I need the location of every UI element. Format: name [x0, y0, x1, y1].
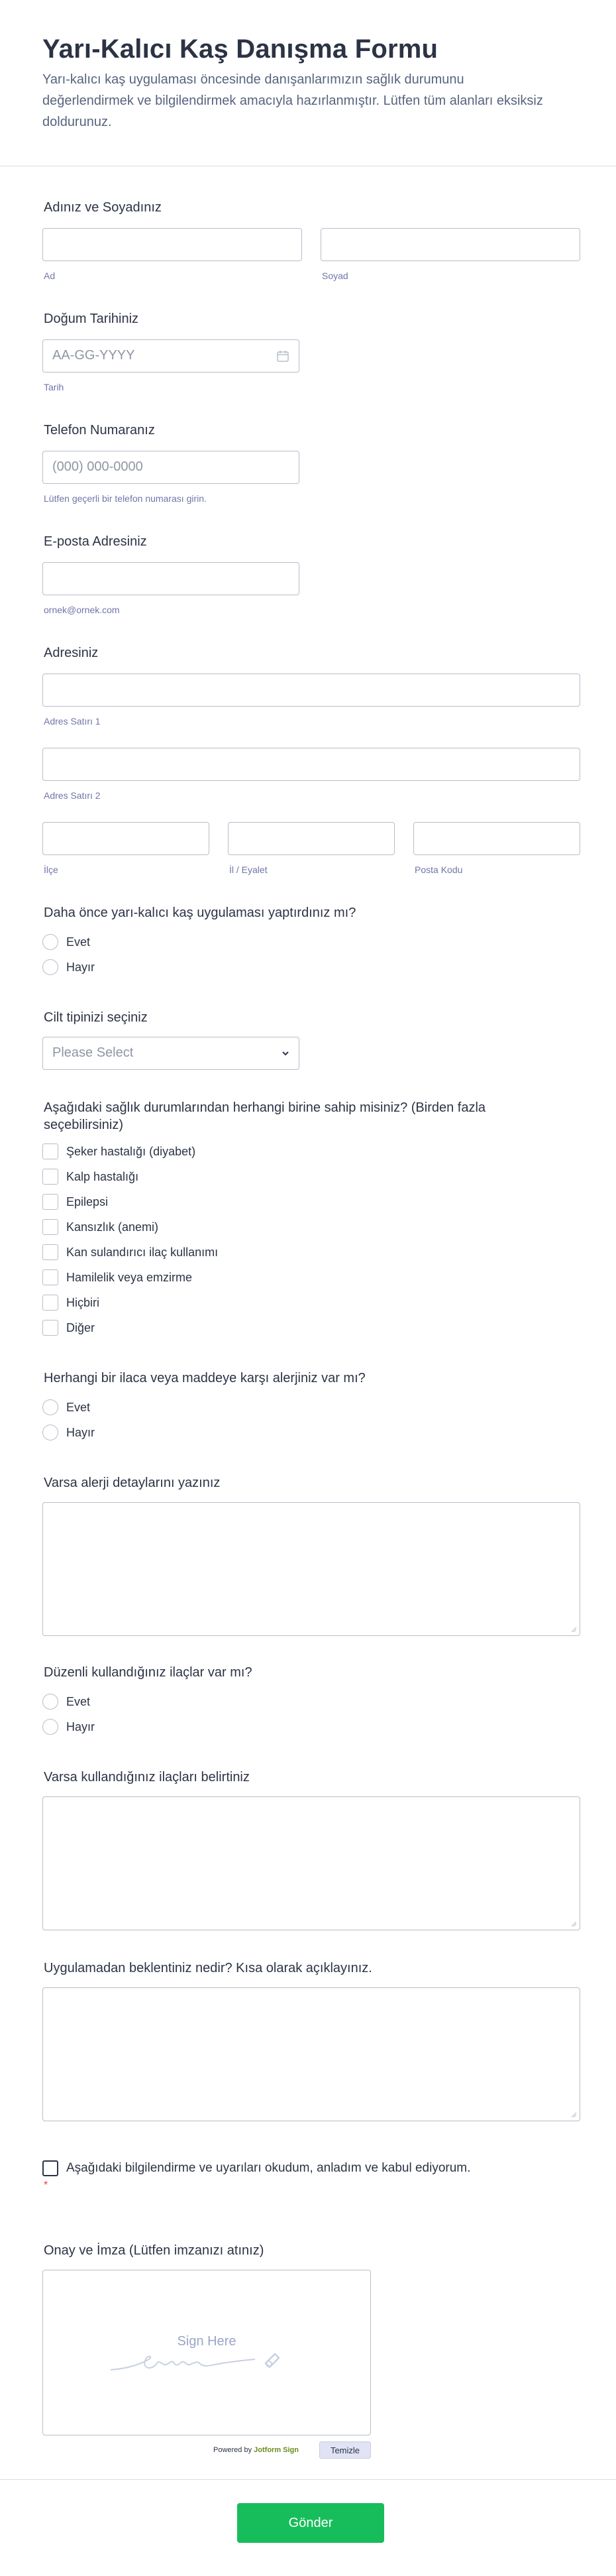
consent-checkbox[interactable] — [42, 2160, 58, 2176]
province-input[interactable] — [228, 822, 395, 855]
last-name-sublabel: Soyad — [322, 270, 348, 281]
birthdate-placeholder: AA-GG-YYYY — [52, 348, 135, 363]
expectations-textarea[interactable] — [42, 1987, 580, 2121]
condition-checkbox-other[interactable] — [42, 1320, 58, 1336]
phone-placeholder: (000) 000-0000 — [52, 459, 143, 474]
prior-treatment-option-no: Hayır — [66, 961, 95, 974]
condition-checkbox-pregnancy[interactable] — [42, 1269, 58, 1285]
email-input[interactable] — [42, 562, 299, 595]
allergy-details-textarea[interactable] — [42, 1502, 580, 1636]
skin-type-select[interactable] — [42, 1037, 299, 1070]
first-name-sublabel: Ad — [44, 270, 56, 281]
email-label: E-posta Adresiniz — [44, 534, 147, 549]
condition-checkbox-epilepsy[interactable] — [42, 1194, 58, 1210]
prior-treatment-option-yes: Evet — [66, 935, 91, 949]
province-sublabel: İl / Eyalet — [229, 864, 268, 875]
allergy-option-no: Hayır — [66, 1426, 95, 1439]
condition-option-diabetes: Şeker hastalığı (diyabet) — [66, 1145, 196, 1158]
birthdate-input[interactable] — [42, 339, 299, 373]
allergy-radio-yes[interactable] — [42, 1399, 58, 1415]
postal-code-sublabel: Posta Kodu — [415, 864, 463, 875]
medications-label: Düzenli kullandığınız ilaçlar var mı? — [44, 1665, 252, 1680]
powered-by-prefix: Powered by — [213, 2446, 252, 2454]
allergy-label: Herhangi bir ilaca veya maddeye karşı alerjiniz var mı? — [44, 1371, 366, 1385]
condition-option-heart: Kalp hastalığı — [66, 1170, 139, 1183]
first-name-input[interactable] — [42, 228, 302, 261]
expectations-label: Uygulamadan beklentiniz nedir? Kısa olarak açıklayınız. — [44, 1961, 372, 1975]
condition-option-blood-thinner: Kan sulandırıcı ilaç kullanımı — [66, 1246, 219, 1259]
postal-code-input[interactable] — [413, 822, 580, 855]
allergy-option-yes: Evet — [66, 1401, 91, 1414]
condition-checkbox-diabetes[interactable] — [42, 1143, 58, 1159]
condition-checkbox-heart[interactable] — [42, 1169, 58, 1185]
condition-checkbox-anemia[interactable] — [42, 1219, 58, 1235]
signature-label: Onay ve İmza (Lütfen imzanızı atınız) — [44, 2243, 264, 2258]
condition-checkbox-none[interactable] — [42, 1295, 58, 1311]
phone-sublabel: Lütfen geçerli bir telefon numarası girin. — [44, 493, 207, 504]
medication-details-label: Varsa kullandığınız ilaçları belirtiniz — [44, 1770, 250, 1785]
prior-treatment-radio-no[interactable] — [42, 959, 58, 975]
skin-type-label: Cilt tipinizi seçiniz — [44, 1010, 148, 1025]
medications-radio-yes[interactable] — [42, 1694, 58, 1710]
prior-treatment-label: Daha önce yarı-kalıcı kaş uygulaması yaptırdınız mı? — [44, 906, 356, 920]
signature-placeholder: Sign Here — [177, 2334, 236, 2349]
form-subtitle: Yarı-kalıcı kaş uygulaması öncesinde danışanlarımızın sağlık durumunu değerlendirmek ve bilgilendirmek amacıyla hazırlanmıştır. Lütfen tüm alanları eksiksiz doldurunuz. — [42, 72, 543, 129]
address-line2-input[interactable] — [42, 748, 580, 781]
name-label: Adınız ve Soyadınız — [44, 200, 162, 215]
condition-checkbox-blood-thinner[interactable] — [42, 1244, 58, 1260]
submit-button[interactable]: Gönder — [237, 2503, 384, 2543]
calendar-icon[interactable] — [276, 349, 289, 366]
consent-label: Aşağıdaki bilgilendirme ve uyarıları okudum, anladım ve kabul ediyorum. — [66, 2161, 471, 2175]
skin-type-placeholder: Please Select — [52, 1045, 134, 1060]
district-sublabel: İlçe — [44, 864, 58, 875]
phone-input[interactable] — [42, 451, 299, 484]
last-name-input[interactable] — [321, 228, 580, 261]
powered-by — [213, 2446, 299, 2454]
medications-option-no: Hayır — [66, 1720, 95, 1733]
condition-option-anemia: Kansızlık (anemi) — [66, 1220, 159, 1234]
medication-details-textarea[interactable] — [42, 1796, 580, 1930]
footer-divider — [0, 2479, 616, 2480]
prior-treatment-radio-yes[interactable] — [42, 934, 58, 950]
condition-option-epilepsy: Epilepsi — [66, 1195, 109, 1208]
condition-option-none: Hiçbiri — [66, 1296, 100, 1309]
allergy-details-label: Varsa alerji detaylarını yazınız — [44, 1476, 221, 1490]
medications-radio-no[interactable] — [42, 1719, 58, 1735]
address-line1-input[interactable] — [42, 673, 580, 707]
condition-option-other: Diğer — [66, 1321, 95, 1334]
resize-handle-icon[interactable] — [570, 1626, 577, 1633]
birthdate-label: Doğum Tarihiniz — [44, 312, 139, 326]
chevron-down-icon — [280, 1048, 291, 1062]
birthdate-sublabel: Tarih — [44, 382, 64, 392]
phone-label: Telefon Numaranız — [44, 423, 155, 438]
form-title: Yarı-Kalıcı Kaş Danışma Formu — [42, 34, 438, 64]
jotform-sign-brand: Jotform Sign — [254, 2446, 299, 2454]
signature-pad[interactable] — [42, 2270, 371, 2435]
resize-handle-icon[interactable] — [570, 2111, 577, 2118]
condition-option-pregnancy: Hamilelik veya emzirme — [66, 1271, 193, 1284]
email-sublabel: ornek@ornek.com — [44, 605, 120, 615]
district-input[interactable] — [42, 822, 209, 855]
conditions-label: Aşağıdaki sağlık durumlarından herhangi birine sahip misiniz? (Birden fazla seçebilirsiniz) — [44, 1100, 486, 1132]
address-line2-sublabel: Adres Satırı 2 — [44, 790, 101, 801]
address-line1-sublabel: Adres Satırı 1 — [44, 716, 101, 727]
clear-signature-button[interactable]: Temizle — [319, 2441, 371, 2459]
allergy-radio-no[interactable] — [42, 1425, 58, 1440]
address-label: Adresiniz — [44, 646, 99, 660]
resize-handle-icon[interactable] — [570, 1920, 577, 1927]
required-asterisk: * — [44, 2180, 48, 2191]
signature-scribble-icon — [109, 2343, 308, 2376]
medications-option-yes: Evet — [66, 1695, 91, 1708]
